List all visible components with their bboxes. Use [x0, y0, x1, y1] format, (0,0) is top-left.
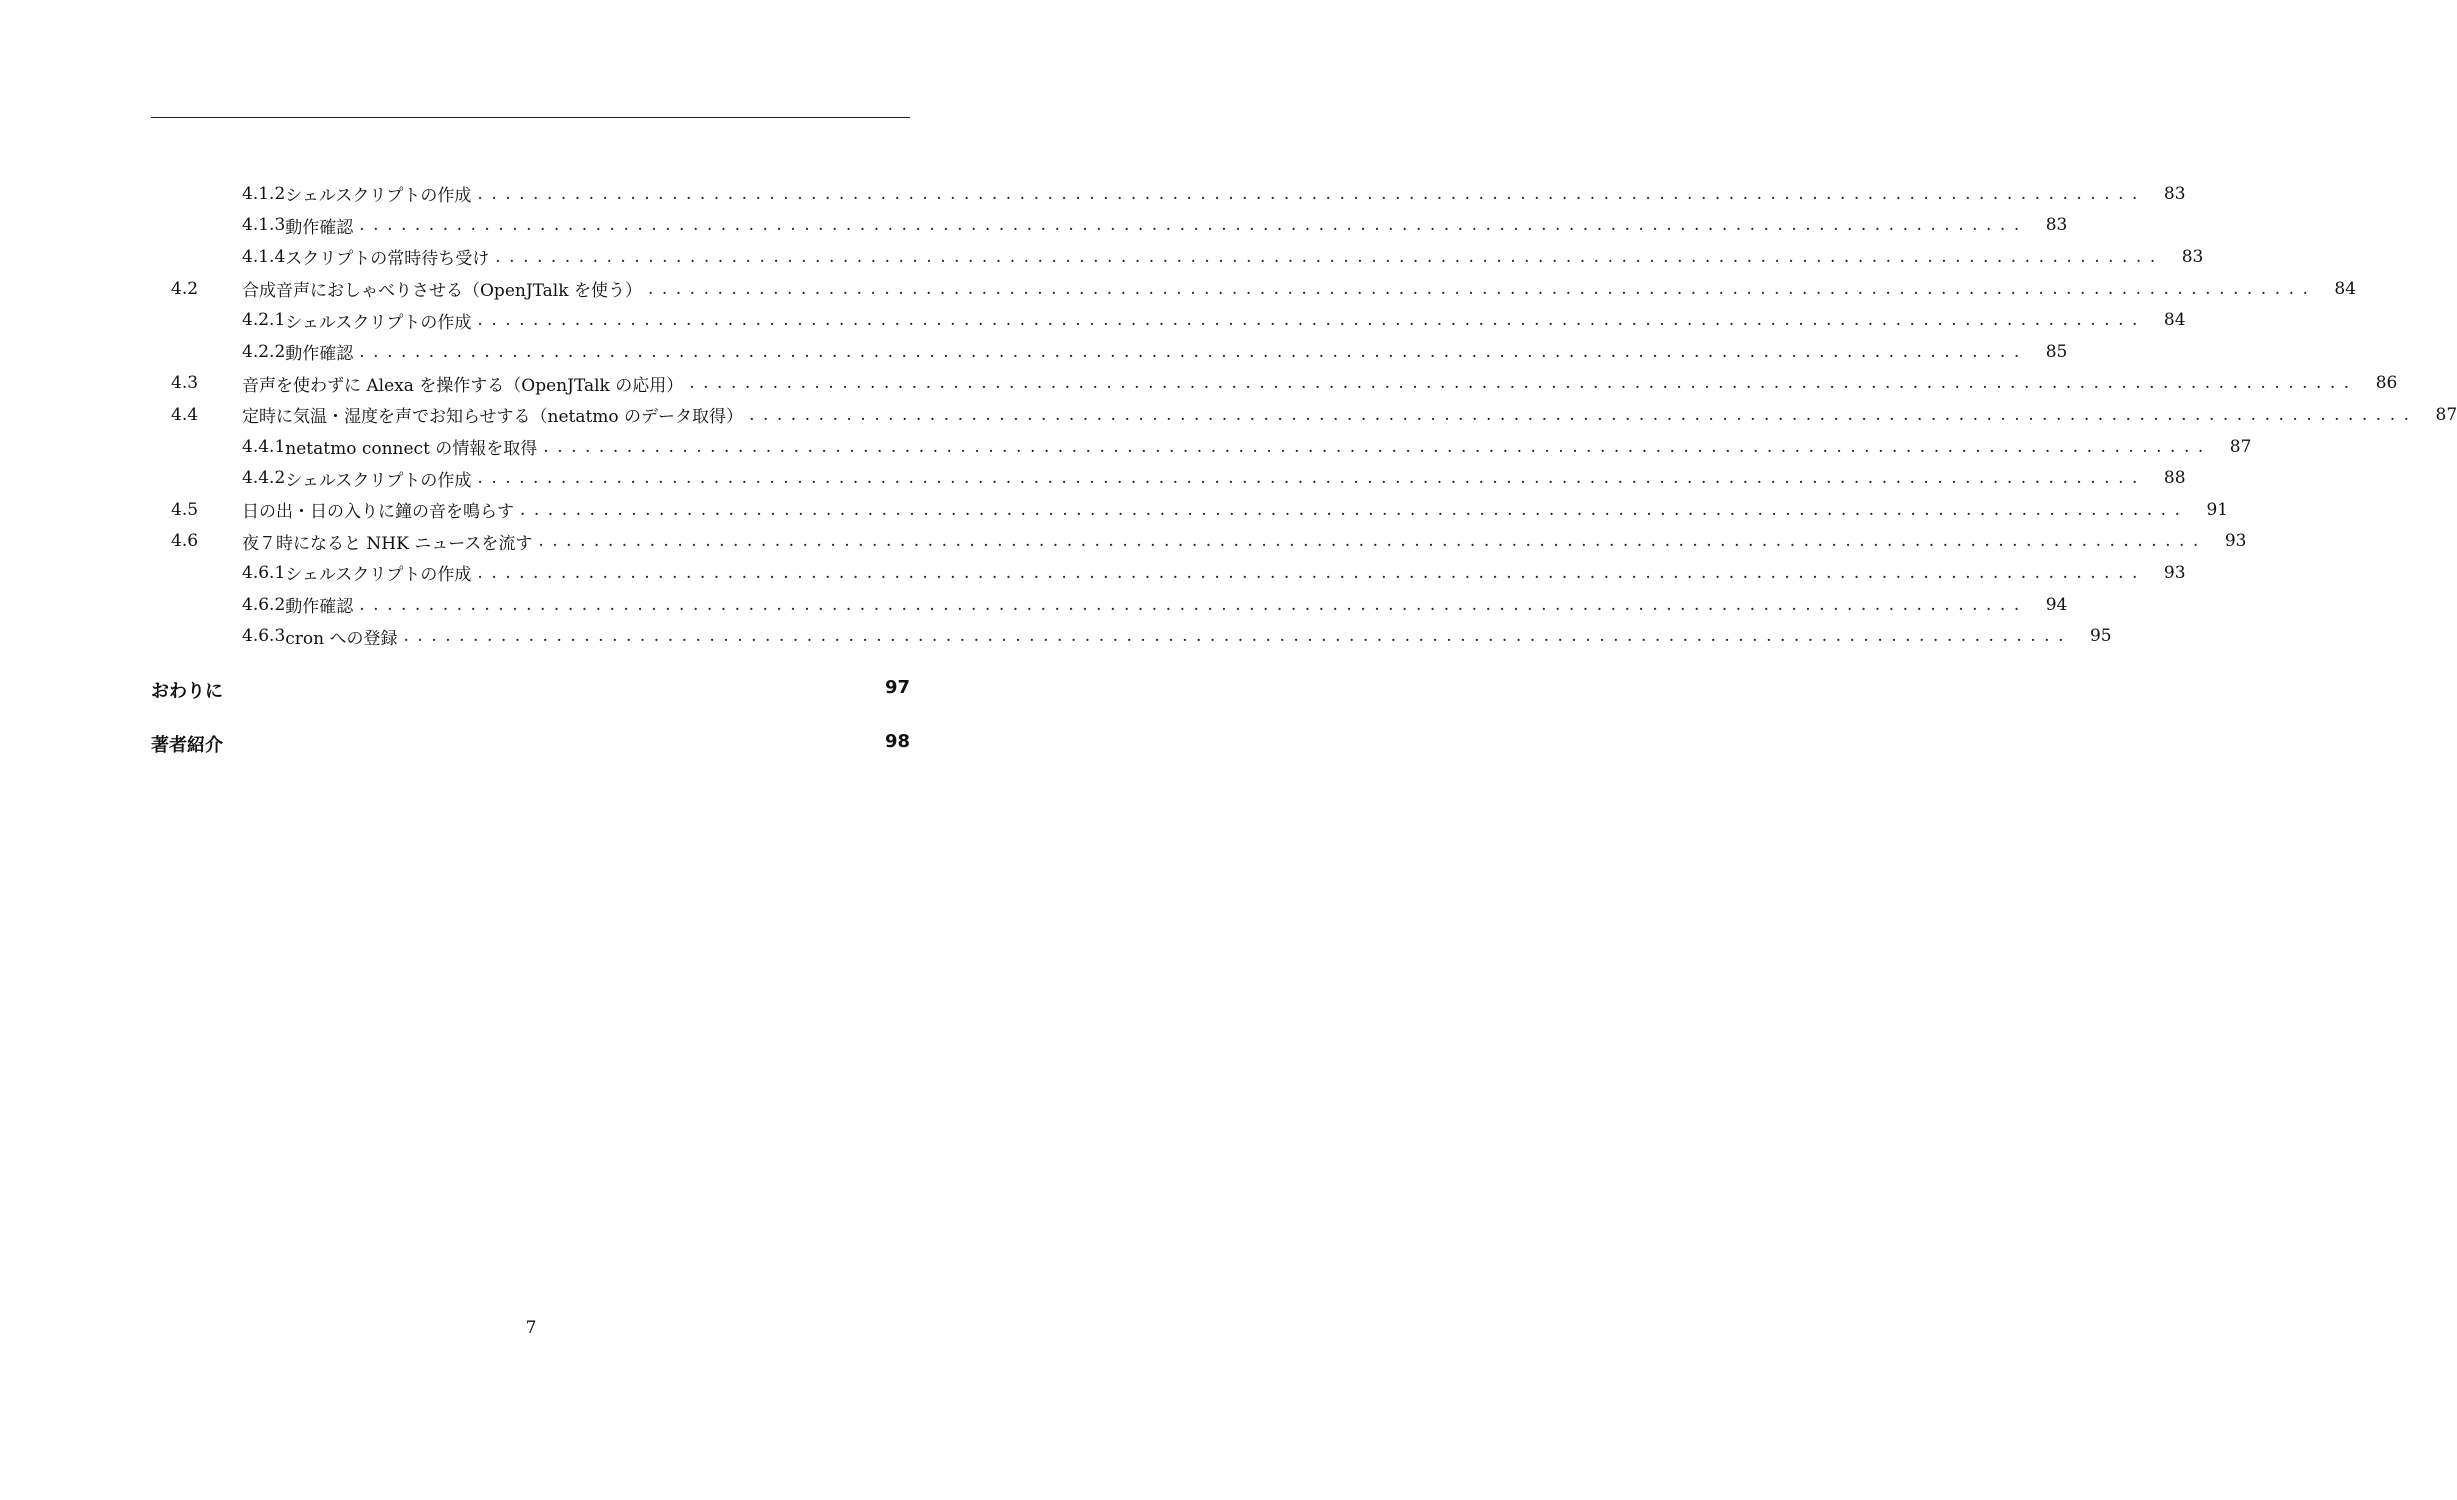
entry-number: 4.2	[171, 278, 199, 299]
entry-title: シェルスクリプトの作成	[285, 470, 472, 491]
entry-number: 4.2.1	[242, 310, 286, 331]
dot-leader: ........................................................................................................................	[520, 499, 2189, 520]
dot-leader: ........................................................................................................................	[543, 436, 2212, 457]
entry-number: 4.2.2	[242, 341, 286, 362]
toc-subsection-entry[interactable]	[151, 336, 2068, 368]
toc-subsection-entry[interactable]	[151, 462, 2186, 494]
entry-number: 4.1.3	[242, 215, 286, 236]
dot-leader: ........................................................................................................................	[477, 468, 2146, 489]
entry-title: 動作確認	[285, 217, 354, 238]
entry-title: シェルスクリプトの作成	[285, 186, 472, 207]
entry-title: 定時に気温・湿度を声でお知らせする（netatmo のデータ取得）	[242, 407, 744, 428]
entry-page-number: 84	[2163, 310, 2186, 331]
toc-section-entry[interactable]	[151, 399, 2457, 431]
toc-chapter-owarini[interactable]	[151, 677, 910, 703]
entry-page-number: 93	[2224, 531, 2247, 552]
toc-subsection-entry[interactable]	[151, 431, 2252, 463]
dot-leader: ........................................................................................................................	[359, 215, 2028, 236]
dot-leader: ........................................................................................................................	[477, 562, 2146, 583]
dot-leader: ........................................................................................................................	[647, 278, 2317, 299]
entry-number: 4.4	[171, 404, 199, 425]
entry-page-number: 87	[2435, 404, 2457, 425]
entry-page-number: 95	[2089, 626, 2112, 647]
dot-leader: ........................................................................................................................	[689, 373, 2358, 394]
toc-section-entry[interactable]	[151, 526, 2247, 558]
entry-title: netatmo connect の情報を取得	[285, 439, 538, 460]
toc-subsection-entry[interactable]	[151, 589, 2068, 621]
toc-chapter-author[interactable]	[151, 731, 910, 757]
entry-page-number: 93	[2163, 562, 2186, 583]
entry-page-number: 88	[2163, 468, 2186, 489]
entry-title: 合成音声におしゃべりさせる（OpenJTalk を使う）	[242, 281, 642, 302]
toc-subsection-entry[interactable]	[151, 557, 2186, 589]
entry-number: 4.5	[171, 499, 199, 520]
entry-number: 4.6.3	[242, 626, 286, 647]
entry-page-number: 83	[2045, 215, 2068, 236]
entry-title: スクリプトの常時待ち受け	[285, 249, 490, 270]
header-rule	[151, 117, 910, 118]
entry-number: 4.6	[171, 531, 199, 552]
entry-page-number: 87	[2229, 436, 2252, 457]
entry-number: 4.3	[171, 373, 199, 394]
entry-page-number: 84	[2334, 278, 2357, 299]
entry-number: 4.1.4	[242, 246, 286, 267]
entry-title: 夜７時になると NHK ニュースを流す	[242, 533, 533, 554]
chapter-title: 著者紹介	[151, 735, 223, 756]
dot-leader: ........................................................................................................................	[495, 246, 2164, 267]
entry-page-number: 91	[2206, 499, 2229, 520]
toc-subsection-entry[interactable]	[151, 241, 2204, 273]
entry-number: 4.4.1	[242, 436, 286, 457]
entry-page-number: 94	[2045, 594, 2068, 615]
entry-page-number: 86	[2375, 373, 2398, 394]
dot-leader: ........................................................................................................................	[403, 626, 2072, 647]
toc-section-entry[interactable]	[151, 273, 2357, 305]
toc-subsection-entry[interactable]	[151, 178, 2186, 210]
entry-page-number: 85	[2045, 341, 2068, 362]
toc-subsection-entry[interactable]	[151, 620, 2112, 652]
dot-leader: ........................................................................................................................	[477, 310, 2146, 331]
toc-section-entry[interactable]	[151, 494, 2229, 526]
dot-leader: ........................................................................................................................	[359, 594, 2028, 615]
entry-title: 日の出・日の入りに鐘の音を鳴らす	[242, 502, 514, 523]
dot-leader: ........................................................................................................................	[538, 531, 2207, 552]
toc-section-entry[interactable]	[151, 368, 2398, 400]
dot-leader: ........................................................................................................................	[749, 404, 2418, 425]
entry-page-number: 83	[2181, 246, 2204, 267]
entry-title: シェルスクリプトの作成	[285, 565, 472, 586]
entry-title: 動作確認	[285, 597, 354, 618]
entry-number: 4.6.1	[242, 562, 286, 583]
entry-page-number: 83	[2163, 183, 2186, 204]
table-of-contents	[151, 178, 2457, 652]
chapter-title: おわりに	[151, 681, 223, 702]
entry-number: 4.1.2	[242, 183, 286, 204]
chapter-page-number: 98	[884, 731, 910, 752]
page-number: 7	[525, 1318, 537, 1338]
toc-subsection-entry[interactable]	[151, 210, 2068, 242]
dot-leader: ........................................................................................................................	[477, 183, 2146, 204]
dot-leader: ........................................................................................................................	[359, 341, 2028, 362]
chapter-page-number: 97	[884, 677, 910, 698]
entry-title: cron への登録	[285, 628, 398, 649]
entry-number: 4.4.2	[242, 468, 286, 489]
entry-title: 音声を使わずに Alexa を操作する（OpenJTalk の応用）	[242, 375, 684, 396]
entry-number: 4.6.2	[242, 594, 286, 615]
entry-title: シェルスクリプトの作成	[285, 312, 472, 333]
toc-subsection-entry[interactable]	[151, 304, 2186, 336]
entry-title: 動作確認	[285, 344, 354, 365]
